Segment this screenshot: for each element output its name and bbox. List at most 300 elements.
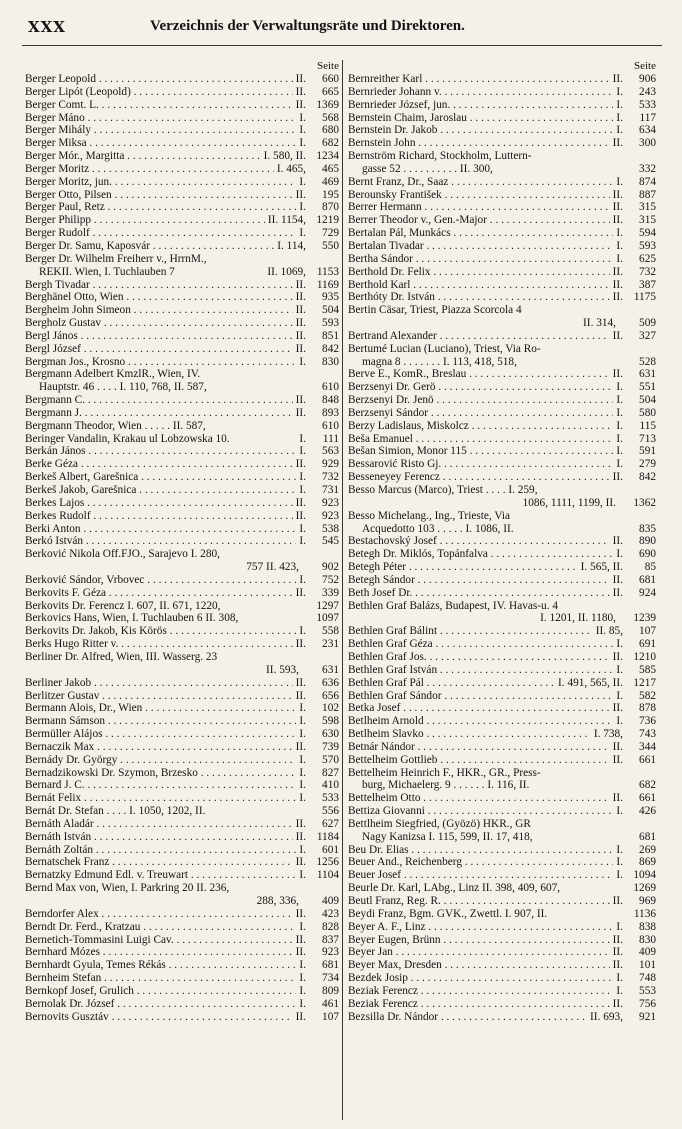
entry-name: Beutl Franz, Reg. R. . . . <box>348 895 610 908</box>
entry-page-number: 1234 <box>316 150 339 163</box>
entry-volume-ref: II. <box>295 278 306 291</box>
index-entry <box>348 959 656 972</box>
index-entry <box>25 497 339 510</box>
entry-name: Nagy Kanizsa I. 115, 599, II. 17, 418, <box>362 830 533 843</box>
entry-name: Beringer Vandalin, Krakau ul Lobzowska 10. <box>25 432 230 445</box>
entry-page-number: 1184 <box>316 830 339 843</box>
index-entry <box>25 240 339 253</box>
entry-page-number: 279 <box>639 458 656 471</box>
entry-volume-ref: I. <box>299 573 306 586</box>
entry-volume-ref: I. <box>299 715 306 728</box>
entry-volume-ref: I. <box>616 406 623 419</box>
entry-name: Bettelheim Otto . . . <box>348 792 610 805</box>
index-entry <box>348 330 656 343</box>
entry-page-number: 107 <box>639 625 656 638</box>
entry-name: Bethlen Graf Balázs, Budapest, IV. Havas-u. 4 <box>348 599 558 612</box>
entry-page-number: 558 <box>322 625 339 638</box>
entry-volume-ref: II. <box>612 471 623 484</box>
entry-page-number: 890 <box>639 535 656 548</box>
entry-page-number: 344 <box>639 740 656 753</box>
index-entry <box>25 651 339 664</box>
index-entry <box>348 715 656 728</box>
entry-volume-ref: II. <box>295 304 306 317</box>
entry-page-number: 827 <box>322 766 339 779</box>
entry-name: magna 8 . . . . . . . I. 113, 418, 518, <box>362 355 517 368</box>
entry-page-number: 969 <box>639 895 656 907</box>
entry-volume-ref: II. 693, <box>590 1010 623 1023</box>
entry-volume-ref: I. <box>616 124 623 137</box>
entry-name: Bernreither Karl . . . <box>348 73 610 86</box>
entry-name: Berounsky František . . . <box>348 189 610 202</box>
entry-page-number: 1175 <box>633 291 656 304</box>
entry-volume-ref: I. <box>616 419 623 432</box>
entry-volume-ref: I. <box>616 548 623 561</box>
index-entry <box>25 754 339 767</box>
entry-name: Berndt Dr. Ferd., Kratzau . . . <box>25 921 296 934</box>
entry-page-number: 828 <box>322 920 339 933</box>
index-entry <box>25 600 339 613</box>
entry-name: Betlheim Slavko . . . <box>348 728 591 741</box>
entry-page-number: 902 <box>322 561 339 574</box>
entry-name: Berghänel Otto, Wien . . . <box>25 291 293 304</box>
entry-page-number: 101 <box>639 959 656 972</box>
index-entry <box>25 985 339 998</box>
index-entry <box>25 458 339 471</box>
entry-volume-ref: I. <box>616 972 623 985</box>
entry-name: Bergmann Adelbert KmzlR., Wien, IV. <box>25 368 201 381</box>
entry-name: Bernáth István . . . <box>25 831 293 844</box>
entry-page-number: 631 <box>639 368 656 381</box>
entry-page-number: 809 <box>322 984 339 997</box>
index-entry <box>348 471 656 484</box>
entry-name: Bernaczik Max . . . <box>25 741 293 754</box>
entry-volume-ref: II. <box>612 792 623 805</box>
page-number: XXX <box>28 18 66 36</box>
entry-volume-ref: I. 580, II. <box>263 150 306 163</box>
entry-name: Bergholz Gustav . . . <box>25 317 293 330</box>
entry-page-number: 906 <box>639 73 656 85</box>
entry-name: Berndorfer Alex . . . <box>25 908 293 921</box>
entry-name: Bergmann Theodor, Wien . . . . . II. 587, <box>25 419 206 432</box>
index-entry <box>25 792 339 805</box>
index-entry <box>348 407 656 420</box>
entry-name: Bergmann J. . . . <box>25 407 293 420</box>
entry-page-number: 115 <box>639 419 656 432</box>
entry-volume-ref: I. <box>299 984 306 997</box>
entry-name: Betegh Dr. Miklós, Topánfalva . . . <box>348 548 613 561</box>
entry-volume-ref: I. <box>616 856 623 869</box>
entry-page-number: 870 <box>322 201 339 214</box>
entry-page-number: 1104 <box>316 869 339 882</box>
entry-name: II. 314, <box>583 317 616 330</box>
entry-page-number: 504 <box>639 394 656 407</box>
entry-name: Besso Marcus (Marco), Triest . . . . I. 259, <box>348 484 538 496</box>
entry-name: Beziak Ferencz . . . <box>348 985 613 998</box>
entry-name: Bernt Franz, Dr., Saaz . . . <box>348 176 613 189</box>
entry-volume-ref: I. <box>616 689 623 702</box>
index-entry <box>25 741 339 754</box>
entry-name: Berković Nikola Off.FJO., Sarajevo I. 280, <box>25 548 220 561</box>
index-entry <box>348 201 656 214</box>
entry-page-number: 924 <box>639 586 656 599</box>
entry-page-number: 591 <box>639 445 656 458</box>
entry-volume-ref: II. <box>295 406 306 419</box>
entry-name: Bezsilla Dr. Nándor . . . <box>348 1011 587 1024</box>
entry-page-number: 887 <box>639 188 656 201</box>
entry-name: Berlitzer Gustav . . . <box>25 690 293 703</box>
entry-volume-ref: II. <box>612 997 623 1010</box>
entry-page-number: 426 <box>639 805 656 818</box>
index-entry <box>25 99 339 112</box>
entry-name: Beyer Jan . . . <box>348 946 610 959</box>
column-divider <box>342 60 343 1120</box>
index-entry <box>25 946 339 959</box>
entry-page-number: 570 <box>322 753 339 766</box>
entry-volume-ref: II. <box>612 959 623 972</box>
index-entry <box>348 882 656 895</box>
entry-page-number: 102 <box>322 702 339 715</box>
index-entry <box>25 279 339 292</box>
entry-volume-ref: II. <box>295 496 306 509</box>
entry-volume-ref: II. <box>295 907 306 920</box>
index-entry <box>348 266 656 279</box>
entry-name: Berkeš Albert, Garešnica . . . <box>25 471 296 484</box>
entry-name: Bergl János . . . <box>25 330 293 343</box>
left-column <box>25 60 339 1120</box>
index-entry <box>25 330 339 343</box>
entry-volume-ref: I. <box>299 972 306 985</box>
entry-volume-ref: II. <box>612 740 623 753</box>
entry-page-number: 681 <box>322 959 339 972</box>
entry-page-number: 243 <box>639 85 656 98</box>
entry-volume-ref: I. <box>616 984 623 997</box>
index-entry <box>25 715 339 728</box>
entry-volume-ref: II. <box>295 689 306 702</box>
entry-volume-ref: II. <box>295 188 306 201</box>
entry-page-number: 682 <box>639 779 656 792</box>
entry-volume-ref: II. <box>295 586 306 599</box>
index-entry <box>348 741 656 754</box>
entry-name: Berger Dr. Samu, Kaposvár . . . <box>25 240 274 253</box>
index-entry <box>25 831 339 844</box>
entry-page-number: 923 <box>322 946 339 959</box>
entry-name: Bettelheim Heinrich F., HKR., GR., Press- <box>348 766 541 779</box>
index-entry <box>348 291 656 304</box>
entry-volume-ref: II. 1154, <box>267 214 306 227</box>
index-entry <box>348 638 656 651</box>
entry-page-number: 1136 <box>633 907 656 920</box>
entry-name: Bertumé Lucian (Luciano), Triest, Via Ro- <box>348 342 541 355</box>
index-entry <box>25 510 339 523</box>
entry-name: Berger Máno . . . <box>25 112 296 125</box>
entry-page-number: 582 <box>639 689 656 702</box>
index-entry <box>348 561 656 574</box>
entry-name: Beurle Dr. Karl, LAbg., Linz II. 398, 409, 607, <box>348 882 561 895</box>
entry-page-number: 269 <box>639 843 656 856</box>
entry-volume-ref: II. <box>295 73 306 85</box>
entry-volume-ref: I. <box>616 111 623 124</box>
entry-volume-ref: II. <box>295 509 306 522</box>
entry-page-number: 85 <box>644 561 656 574</box>
entry-volume-ref: II. <box>612 329 623 342</box>
index-entry <box>348 535 656 548</box>
entry-name: Betlheim Arnold . . . <box>348 715 613 728</box>
entry-name: 288, 336, <box>256 895 299 907</box>
entry-volume-ref: II. <box>295 394 306 407</box>
entry-volume-ref: II. <box>612 291 623 304</box>
entry-volume-ref: II. <box>295 676 306 689</box>
entry-volume-ref: I. <box>299 702 306 715</box>
index-entry <box>348 381 656 394</box>
index-entry <box>25 201 339 214</box>
entry-page-number: 593 <box>322 317 339 330</box>
index-entry <box>25 368 339 381</box>
entry-name: Bettlheim Siegfried, (Gyözö) HKR., GR <box>348 817 531 830</box>
entry-name: Berkovits Dr. Ferencz I. 607, II. 671, 1220, <box>25 599 221 612</box>
entry-volume-ref: II. <box>612 188 623 201</box>
index-entry <box>348 702 656 715</box>
entry-name: Betegh Péter . . . <box>348 561 578 574</box>
entry-page-number: 563 <box>322 445 339 458</box>
entry-page-number: 117 <box>639 111 656 124</box>
entry-name: II. 593, <box>266 663 299 676</box>
index-entry <box>25 779 339 792</box>
index-entry <box>348 214 656 227</box>
index-entry <box>348 651 656 664</box>
index-entry <box>25 317 339 330</box>
entry-page-number: 878 <box>639 702 656 715</box>
index-entry <box>348 934 656 947</box>
index-entry <box>348 137 656 150</box>
entry-name: Bermann Alois, Dr., Wien . . . <box>25 702 296 715</box>
entry-page-number: 509 <box>639 317 656 330</box>
entry-page-number: 528 <box>639 355 656 368</box>
entry-volume-ref: II. <box>612 933 623 946</box>
entry-page-number: 681 <box>639 830 656 843</box>
entry-name: Bestachovský Josef . . . <box>348 535 610 548</box>
entry-volume-ref: I. <box>616 445 623 458</box>
index-entry <box>348 433 656 446</box>
entry-page-number: 1153 <box>316 265 339 278</box>
index-entry <box>25 664 339 677</box>
index-entry <box>25 702 339 715</box>
entry-page-number: 585 <box>639 663 656 676</box>
index-entry <box>25 805 339 818</box>
entry-page-number: 756 <box>639 997 656 1010</box>
entry-name: Berzy Ladislaus, Miskolcz . . . <box>348 420 613 433</box>
entry-name: Bernát Dr. Stefan . . . . I. 1050, 1202, II. <box>25 805 206 818</box>
entry-name: Bernát Felix . . . <box>25 792 296 805</box>
entry-page-number: 1094 <box>633 869 656 882</box>
entry-name: Bethlen Graf Géza . . . <box>348 638 613 651</box>
entry-name: Beziak Ferencz . . . <box>348 998 610 1011</box>
entry-name: Bernhardt Gyula, Temes Rékás . . . <box>25 959 296 972</box>
index-entry <box>348 612 656 625</box>
entry-page-number: 842 <box>639 471 656 484</box>
entry-name: Berkes Lajos . . . <box>25 497 293 510</box>
entry-page-number: 1297 <box>316 599 339 612</box>
index-entry <box>25 548 339 561</box>
index-entry <box>25 214 339 227</box>
entry-volume-ref: II. <box>295 638 306 651</box>
index-entry <box>348 253 656 266</box>
index-entry <box>348 625 656 638</box>
entry-volume-ref: II. <box>612 702 623 715</box>
index-entry <box>25 677 339 690</box>
index-entry <box>25 73 339 86</box>
index-entry <box>348 189 656 202</box>
index-entry <box>25 972 339 985</box>
entry-name: Bernheim Stefan . . . <box>25 972 296 985</box>
entry-volume-ref: II. <box>295 856 306 869</box>
entry-volume-ref: I. <box>299 355 306 368</box>
entry-name: Berkovits Dr. Jakob, Kis Körös . . . <box>25 625 296 638</box>
entry-page-number: 680 <box>322 124 339 137</box>
entry-volume-ref: I. <box>616 98 623 111</box>
index-entry <box>348 792 656 805</box>
entry-page-number: 1362 <box>633 496 656 509</box>
entry-page-number: 111 <box>322 432 339 445</box>
entry-page-number: 748 <box>639 972 656 985</box>
index-entry <box>348 767 656 780</box>
index-entry <box>25 587 339 600</box>
entry-volume-ref: I. <box>299 869 306 882</box>
entry-name: Bergman Jos., Krosno . . . <box>25 356 296 369</box>
index-entry <box>348 343 656 356</box>
entry-volume-ref: II. 1069, <box>267 265 306 278</box>
entry-page-number: 461 <box>322 997 339 1010</box>
entry-name: Bertalan Tivadar . . . <box>348 240 613 253</box>
index-entry <box>348 150 656 163</box>
index-entry <box>348 844 656 857</box>
entry-name: Bethlen Graf István . . . <box>348 664 613 677</box>
index-entry <box>348 484 656 497</box>
entry-name: Berthold Dr. Felix . . . <box>348 266 610 279</box>
entry-page-number: 835 <box>639 522 656 535</box>
entry-name: Bernard J. C. . . . <box>25 779 296 792</box>
entry-page-number: 1256 <box>316 856 339 869</box>
entry-name: Acquedotto 103 . . . . . I. 1086, II. <box>362 522 514 535</box>
entry-page-number: 598 <box>322 715 339 728</box>
entry-volume-ref: II. <box>295 740 306 753</box>
entry-volume-ref: I. <box>616 869 623 882</box>
entry-page-number: 627 <box>322 817 339 830</box>
entry-volume-ref: I. <box>299 728 306 741</box>
index-entry <box>348 394 656 407</box>
entry-name: Bernstein Chaim, Jaroslau . . . <box>348 112 613 125</box>
index-entry <box>25 137 339 150</box>
entry-volume-ref: I. 738, <box>593 728 623 741</box>
entry-name: Berger Mihály . . . <box>25 124 296 137</box>
entry-page-number: 195 <box>322 188 339 201</box>
entry-name: Bešan Simion, Monor 115 . . . <box>348 445 613 458</box>
index-entry <box>348 1011 656 1024</box>
entry-volume-ref: I. <box>299 997 306 1010</box>
entry-volume-ref: I. <box>299 124 306 137</box>
entry-name: Berkán János . . . <box>25 445 296 458</box>
index-entry <box>348 869 656 882</box>
entry-volume-ref: II. <box>612 586 623 599</box>
seite-label: Seite <box>317 60 339 72</box>
right-column <box>348 60 656 1120</box>
entry-name: Bertha Sándor . . . <box>348 253 613 266</box>
entry-name: I. 1201, II. 1180, <box>540 612 616 625</box>
entry-page-number: 1210 <box>633 650 656 663</box>
entry-page-number: 339 <box>322 586 339 599</box>
entry-name: Berkeš Jakob, Garešnica . . . <box>25 484 296 497</box>
entry-name: Beu Dr. Elias . . . <box>348 844 613 857</box>
index-entry <box>348 908 656 921</box>
index-entry <box>25 934 339 947</box>
entry-volume-ref: II. <box>612 650 623 663</box>
entry-name: Bernkopf Josef, Grulich . . . <box>25 985 296 998</box>
entry-name: Bernolak Dr. József . . . <box>25 998 296 1011</box>
entry-name: Bernstein Dr. Jakob . . . <box>348 124 613 137</box>
entry-page-number: 690 <box>639 548 656 561</box>
index-entry <box>25 266 339 279</box>
index-entry <box>348 818 656 831</box>
entry-page-number: 410 <box>322 779 339 792</box>
entry-name: Bessarović Risto Gj. . . . <box>348 458 613 471</box>
entry-page-number: 610 <box>322 419 339 432</box>
entry-name: Bernáth Aladár . . . <box>25 818 293 831</box>
entry-name: Berzsenyi Sándor . . . <box>348 407 613 420</box>
entry-name: Bermann Sámson . . . <box>25 715 296 728</box>
entry-name: Bezdek Josip . . . <box>348 972 613 985</box>
entry-volume-ref: II. <box>295 329 306 342</box>
entry-name: Berger Moritz, jun. . . . <box>25 176 296 189</box>
entry-volume-ref: I. <box>299 471 306 484</box>
entry-volume-ref: I. <box>616 227 623 240</box>
entry-volume-ref: I. <box>616 432 623 445</box>
index-entry <box>25 535 339 548</box>
entry-name: Beuer And., Reichenberg . . . <box>348 856 613 869</box>
entry-name: Berthold Karl . . . <box>348 279 610 292</box>
entry-name: Bernström Richard, Stockholm, Luttern- <box>348 150 532 163</box>
entry-page-number: 929 <box>322 458 339 471</box>
index-entry <box>348 664 656 677</box>
entry-page-number: 630 <box>322 728 339 741</box>
index-entry <box>348 728 656 741</box>
index-entry <box>348 279 656 292</box>
entry-page-number: 553 <box>639 984 656 997</box>
index-entry <box>348 946 656 959</box>
entry-name: Bettiza Giovanni . . . <box>348 805 613 818</box>
entry-page-number: 739 <box>322 740 339 753</box>
entry-page-number: 893 <box>322 406 339 419</box>
entry-page-number: 923 <box>322 509 339 522</box>
entry-name: Bettelheim Gottlieb . . . <box>348 754 610 767</box>
entry-volume-ref: I. <box>299 920 306 933</box>
entry-name: Beyer A. F., Linz . . . <box>348 921 613 934</box>
index-entry <box>348 73 656 86</box>
entry-volume-ref: I. <box>616 715 623 728</box>
entry-name: Besseneyey Ferencz . . . <box>348 471 610 484</box>
index-entry <box>348 420 656 433</box>
index-entry <box>25 895 339 908</box>
entry-name: Berkovics Hans, Wien, I. Tuchlauben 6 II. 308, <box>25 612 239 625</box>
entry-page-number: 731 <box>322 484 339 496</box>
entry-name: gasse 52 . . . . . . . . . . II. 300, <box>362 162 493 175</box>
entry-page-number: 732 <box>322 471 339 484</box>
entry-name: Berger Miksa . . . <box>25 137 296 150</box>
index-entry <box>25 291 339 304</box>
page-title: Verzeichnis der Verwaltungsräte und Direktoren. <box>150 18 465 34</box>
entry-page-number: 752 <box>322 573 339 586</box>
index-entry <box>348 856 656 869</box>
entry-name: Bergl József . . . <box>25 343 293 356</box>
entry-name: Berkó István . . . <box>25 535 296 548</box>
